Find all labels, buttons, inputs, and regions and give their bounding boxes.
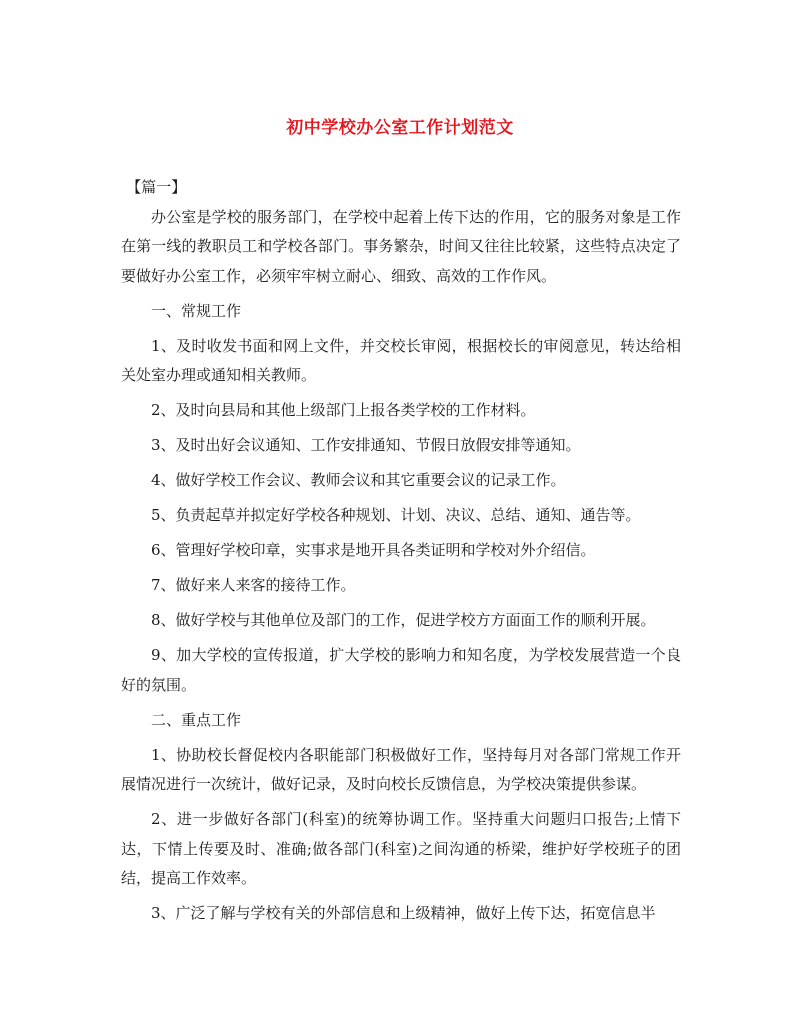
section-label: 【篇一】 xyxy=(126,178,187,196)
paragraph-key-1: 1、协助校长督促校内各职能部门积极做好工作，坚持每月对各部门常规工作开展情况进行一次统计，做好记录，及时向校长反馈信息，为学校决策提供参谋。 xyxy=(121,745,681,793)
paragraph-routine-7: 7、做好来人来客的接待工作。 xyxy=(151,576,356,594)
paragraph-key-2: 2、进一步做好各部门(科室)的统筹协调工作。坚持重大问题归口报告;上情下达，下情上传要及时、准确;做各部门(科室)之间沟通的桥梁，维护好学校班子的团结，提高工作效率。 xyxy=(121,810,681,887)
paragraph-routine-5: 5、负责起草并拟定好学校各种规划、计划、决议、总结、通知、通告等。 xyxy=(151,506,641,524)
heading-key-work: 二、重点工作 xyxy=(151,710,242,729)
paragraph-routine-9: 9、加大学校的宣传报道，扩大学校的影响力和知名度，为学校发展营造一个良好的氛围。 xyxy=(121,646,681,694)
paragraph-routine-6: 6、管理好学校印章，实事求是地开具各类证明和学校对外介绍信。 xyxy=(151,541,596,559)
document-body xyxy=(121,173,681,929)
document-title: 初中学校办公室工作计划范文 xyxy=(286,118,514,138)
paragraph-routine-2: 2、及时向县局和其他上级部门上报各类学校的工作材料。 xyxy=(151,401,536,419)
paragraph-intro: 办公室是学校的服务部门，在学校中起着上传下达的作用，它的服务对象是工作在第一线的教职员工和学校各部门。事务繁杂，时间又往往比较紧，这些特点决定了要做好办公室工作，必须牢牢树立耐心、细致、高效的工作作风。 xyxy=(121,207,681,285)
paragraph-routine-4: 4、做好学校工作会议、教师会议和其它重要会议的记录工作。 xyxy=(151,471,566,489)
paragraph-routine-3: 3、及时出好会议通知、工作安排通知、节假日放假安排等通知。 xyxy=(151,436,581,454)
paragraph-routine-8: 8、做好学校与其他单位及部门的工作，促进学校方方面面工作的顺利开展。 xyxy=(151,611,656,629)
paragraph-key-3: 3、广泛了解与学校有关的外部信息和上级精神，做好上传下达，拓宽信息半 xyxy=(151,904,656,922)
heading-routine-work: 一、常规工作 xyxy=(151,301,242,320)
paragraph-routine-1: 1、及时收发书面和网上文件，并交校长审阅，根据校长的审阅意见，转达给相关处室办理或通知相关教师。 xyxy=(121,336,681,384)
